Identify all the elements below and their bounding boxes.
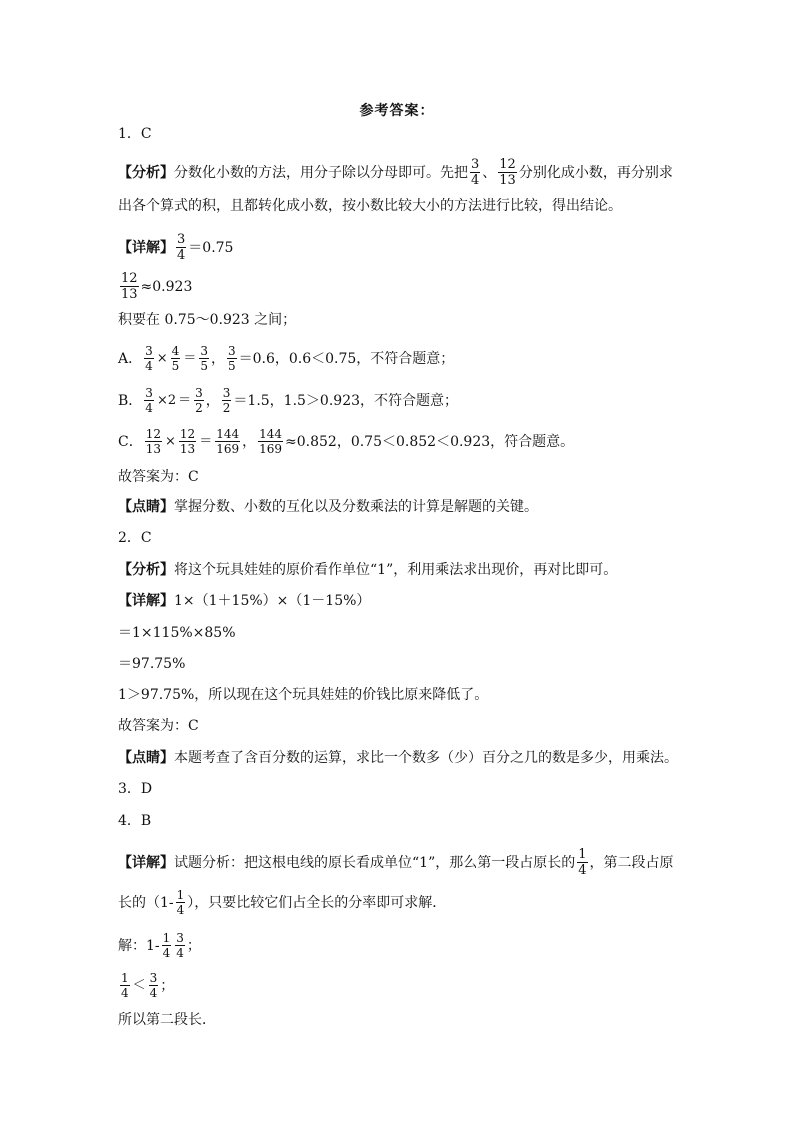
answer-text: 故答案为：C	[118, 469, 199, 485]
q1-answer-label: 1．C	[118, 126, 152, 142]
q1-range	[118, 310, 296, 330]
q4-detail-line2	[118, 889, 446, 916]
q1-analysis-text-b: 分别化成小数，再分别求	[518, 164, 673, 181]
q2-conclusion	[118, 685, 488, 705]
q1-analysis-line2	[118, 196, 622, 216]
q1-range-text: 积要在 0.75～0.923 之间；	[118, 312, 297, 328]
detail-text-a: 试题分析：把这根电线的原长看成单位“1”，那么第一段占原长的	[174, 854, 576, 871]
fraction-3-4: $\frac{3}{4}$	[176, 931, 184, 960]
q1-option-a	[118, 345, 454, 372]
times-sign: ×	[156, 350, 168, 366]
step-text: ＝97.75%	[118, 656, 186, 672]
option-label: B．	[118, 392, 143, 409]
q4-number	[118, 811, 151, 831]
detail-tag: 【详解】	[118, 854, 174, 871]
fraction: $\frac{4}{5}$	[171, 344, 180, 373]
detail-tag: 【详解】	[118, 239, 174, 256]
q1-remark	[118, 497, 538, 517]
q1-option-c	[118, 428, 574, 455]
remark-tag: 【点睛】	[118, 750, 174, 766]
q2-remark	[118, 748, 678, 768]
step-text: ＝1×115%×85%	[118, 625, 236, 641]
fraction: $\frac{3}{5}$	[200, 344, 208, 373]
q1-analysis-text-c: 出各个算式的积，且都转化成小数，按小数比较大小的方法进行比较，得出结论。	[118, 198, 622, 214]
q4-answer-label: 4．B	[118, 813, 152, 829]
q4-final	[118, 1010, 216, 1030]
fraction-12-13: $\frac{12}{13}$	[499, 157, 516, 188]
q2-number	[118, 528, 152, 548]
equals-sign: ＝	[199, 433, 213, 449]
remark-text: 掌握分数、小数的互化以及分数乘法的计算是解题的关键。	[174, 499, 538, 515]
detail-expression: 1×（1＋15%）×（1－15%）	[174, 593, 371, 609]
fraction-3-4: $\frac{3}{4}$	[149, 971, 158, 1000]
solution-text: 解：1-	[118, 937, 160, 954]
option-label: A．	[118, 350, 143, 367]
semicolon: ；	[186, 937, 201, 954]
q3-number	[118, 779, 152, 799]
option-a-text: ＝0.6，0.6＜0.75，不符合题意；	[238, 350, 455, 367]
answer-text: 故答案为：C	[118, 718, 199, 734]
comma: ，	[242, 433, 257, 450]
q1-answer	[118, 467, 199, 487]
fraction: $\frac{144}{169}$	[259, 427, 283, 456]
fraction-1-4: $\frac{1}{4}$	[121, 971, 129, 1000]
comma: ，	[210, 350, 225, 367]
q1-detail-line2	[118, 272, 192, 301]
conclusion-text: 1＞97.75%，所以现在这个玩具娃娃的价钱比原来降低了。	[118, 687, 489, 703]
q3-answer-label: 3．D	[118, 781, 153, 797]
fraction-3-4: $\frac{3}{4}$	[471, 157, 480, 188]
less-than-sign: ＜	[132, 977, 146, 993]
times-two: ×2	[156, 392, 177, 408]
option-label: C．	[118, 433, 143, 450]
fraction: $\frac{3}{2}$	[222, 386, 231, 415]
fraction: $\frac{3}{2}$	[195, 386, 203, 415]
analysis-text: 将这个玩具娃娃的原价看作单位“1”，利用乘法求出现价，再对比即可。	[174, 562, 618, 578]
fraction: $\frac{3}{4}$	[145, 344, 153, 373]
times-sign: ×	[165, 433, 176, 449]
q1-detail-approx: ≈0.923	[140, 278, 193, 295]
option-b-text: ＝1.5，1.5＞0.923，不符合题意；	[233, 392, 459, 409]
q2-answer	[118, 716, 199, 736]
q2-answer-label: 2．C	[118, 530, 152, 546]
final-text: 所以第二段长．	[118, 1012, 216, 1028]
detail-text-c: 长的（1-	[118, 894, 174, 911]
fraction-1-4: $\frac{1}{4}$	[176, 888, 185, 917]
remark-text: 本题考查了含百分数的运算，求比一个数多（少）百分之几的数是多少，用乘法。	[174, 750, 678, 766]
fraction: $\frac{3}{4}$	[145, 386, 153, 415]
q2-step1	[118, 623, 236, 643]
q2-analysis	[118, 560, 617, 580]
q4-detail-line1	[118, 848, 674, 877]
q4-solution	[118, 932, 201, 959]
q1-option-b	[118, 387, 458, 414]
q2-step2	[118, 654, 185, 674]
detail-tag: 【详解】	[118, 593, 174, 609]
detail-text-d: ），只要比较它们占全长的分率即可求解．	[187, 894, 447, 911]
fraction: $\frac{12}{13}$	[179, 427, 196, 456]
fraction: $\frac{144}{169}$	[216, 427, 240, 456]
fraction-12-13: $\frac{12}{13}$	[121, 271, 138, 302]
equals-sign: ＝	[183, 350, 197, 366]
equals-sign: ＝	[178, 392, 192, 408]
fraction: $\frac{3}{5}$	[227, 344, 236, 373]
q2-detail	[118, 591, 370, 611]
q1-detail-value: ＝0.75	[188, 239, 234, 256]
option-c-text: ≈0.852，0.75＜0.852＜0.923，符合题意。	[285, 433, 575, 450]
semicolon: ；	[160, 977, 175, 994]
analysis-tag: 【分析】	[118, 164, 174, 181]
q1-analysis-text-a: 分数化小数的方法，用分子除以分母即可。先把	[174, 164, 468, 181]
fraction-1-4: $\frac{1}{4}$	[162, 931, 171, 960]
remark-tag: 【点睛】	[118, 499, 174, 515]
page-title: 参考答案：	[359, 103, 435, 119]
q1-analysis-line1	[118, 158, 673, 187]
q1-detail-line1	[118, 233, 233, 262]
separator: 、	[482, 164, 497, 181]
detail-text-b: ，第二段占原	[589, 854, 674, 871]
comma: ，	[205, 392, 220, 409]
fraction: $\frac{12}{13}$	[145, 427, 161, 456]
fraction-1-4: $\frac{1}{4}$	[578, 847, 587, 878]
q4-compare	[118, 972, 174, 999]
fraction-3-4: $\frac{3}{4}$	[177, 232, 186, 263]
analysis-tag: 【分析】	[118, 562, 174, 578]
q1-number	[118, 124, 152, 144]
